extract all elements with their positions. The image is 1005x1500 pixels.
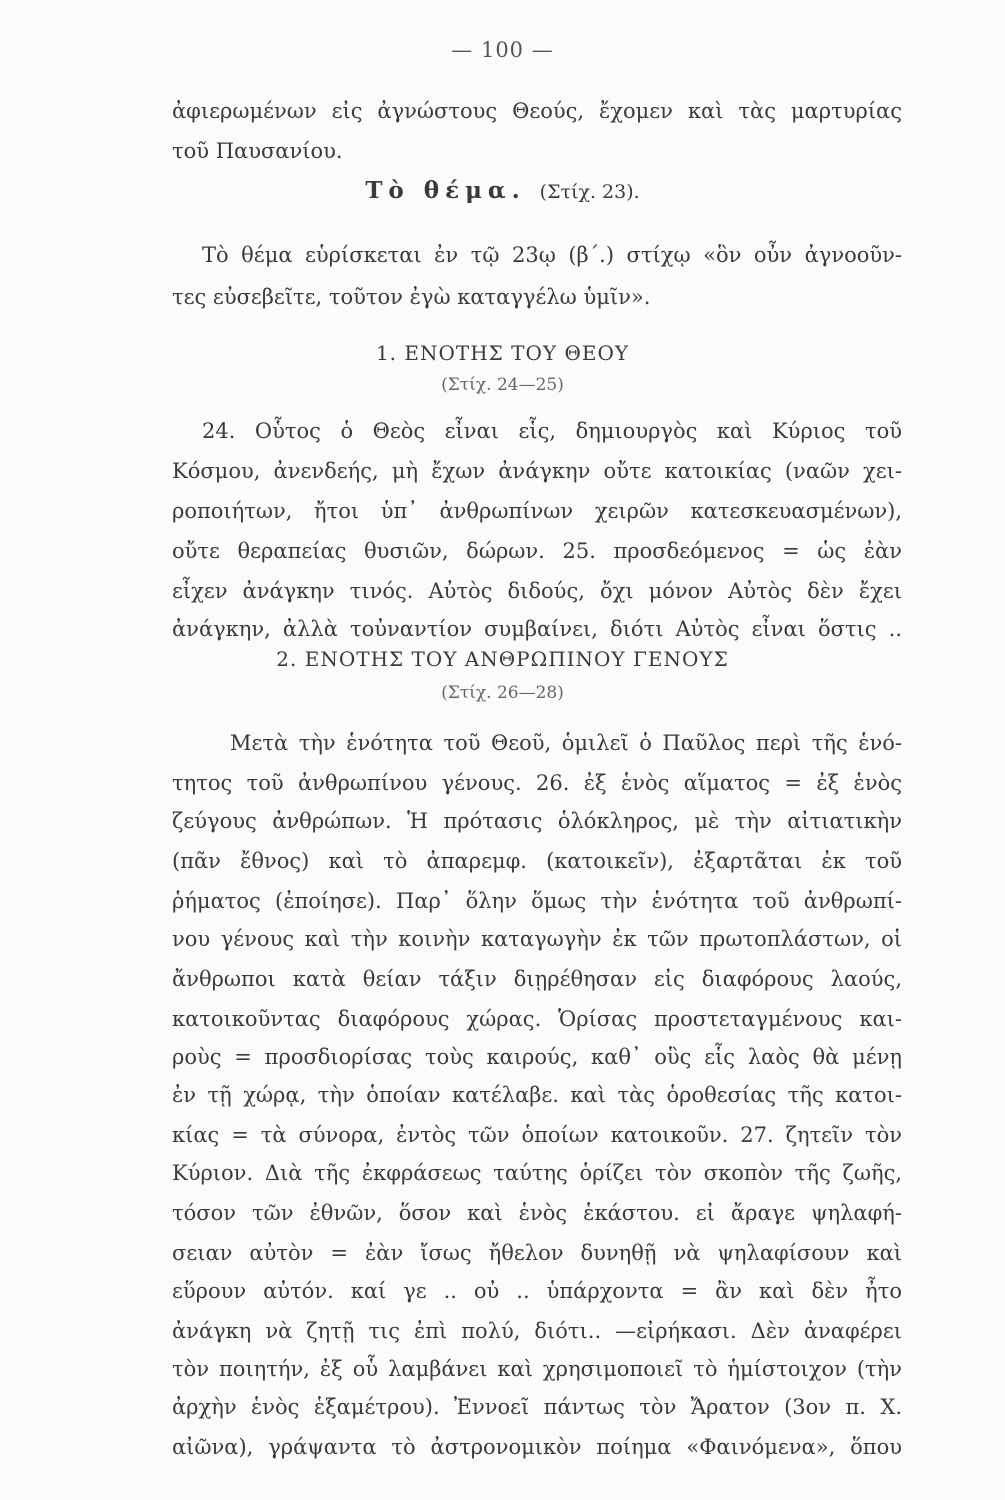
text-line: (πᾶν ἔθνος) καὶ τὸ ἀπαρεμφ. (κατοικεῖν), ἐξαρτᾶται ἐκ τοῦ	[172, 849, 902, 873]
text-line: τὸν ποιητήν, ἐξ οὗ λαμβάνει καὶ χρησιμοποιεῖ τὸ ἡμίστοιχον (τὴν	[172, 1357, 902, 1381]
text-line: ῥήματος (ἐποίησε). Παρ᾽ ὅλην ὅμως τὴν ἑνότητα τοῦ ἀνθρωπί-	[172, 889, 902, 913]
text-line: κατοικοῦντας διαφόρους χώρας. Ὁρίσας προστεταγμένους και-	[172, 1007, 902, 1031]
text-line: Μετὰ τὴν ἑνότητα τοῦ Θεοῦ, ὁμιλεῖ ὁ Παῦλος περὶ τῆς ἑνό-	[230, 731, 902, 755]
text-line: ροποιήτων, ἤτοι ὑπ᾽ ἀνθρωπίνων χειρῶν κατεσκευασμένων),	[172, 499, 902, 523]
section-verse-range: (Στίχ. 24—25)	[441, 375, 564, 395]
text-line: τες εὐσεβεῖτε, τοῦτον ἐγὼ καταγγέλω ὑμῖν».	[172, 285, 651, 309]
page-number: — 100 —	[451, 38, 554, 62]
text-line: Τὸ θέμα εὑρίσκεται ἐν τῷ 23ῳ (β΄.) στίχῳ «ὃν οὖν ἀγνοοῦν-	[202, 243, 902, 267]
text-line: ἄνθρωποι κατὰ θείαν τάξιν διῃρέθησαν εἰς διαφόρους λαούς,	[172, 967, 902, 991]
text-line: τοῦ Παυσανίου.	[172, 139, 343, 163]
text-line: ροὺς = προσδιορίσας τοὺς καιρούς, καθ᾽ οὓς εἷς λαὸς θὰ μένῃ	[172, 1045, 902, 1069]
text-line: νου γένους καὶ τὴν κοινὴν καταγωγὴν ἐκ τῶν πρωτοπλάστων, οἱ	[172, 927, 902, 951]
section-title-verse: (Στίχ. 23).	[539, 181, 640, 203]
section-title	[0, 176, 1005, 207]
section-title-text: Τὸ θέμα.	[365, 177, 526, 204]
text-line: σειαν αὐτὸν = ἐὰν ἴσως ἤθελον δυνηθῇ νὰ ψηλαφίσουν καὶ	[172, 1241, 902, 1265]
text-line: κίας = τὰ σύνορα, ἐντὸς τῶν ὁποίων κατοικοῦν. 27. ζητεῖν τὸν	[172, 1123, 902, 1147]
text-line: εὕρουν αὐτόν. καί γε .. οὐ .. ὑπάρχοντα = ἂν καὶ δὲν ἦτο	[172, 1279, 902, 1303]
text-line: ζεύγους ἀνθρώπων. Ἡ πρότασις ὁλόκληρος, μὲ τὴν αἰτιατικὴν	[172, 809, 902, 833]
text-line: τόσον τῶν ἐθνῶν, ὅσον καὶ ἑνὸς ἑκάστου. εἰ ἄραγε ψηλαφή-	[172, 1201, 902, 1225]
text-line: τητος τοῦ ἀνθρωπίνου γένους. 26. ἐξ ἑνὸς αἵματος = ἐξ ἑνὸς	[172, 771, 902, 795]
text-line: οὔτε θεραπείας θυσιῶν, δώρων. 25. προσδεόμενος = ὡς ἐὰν	[172, 539, 902, 563]
text-line: ἀφιερωμένων εἰς ἀγνώστους Θεούς, ἔχομεν καὶ τὰς μαρτυρίας	[172, 99, 902, 123]
text-line: ἐν τῇ χώρᾳ, τὴν ὁποίαν κατέλαβε. καὶ τὰς ὁροθεσίας τῆς κατοι-	[172, 1083, 902, 1107]
text-line: εἶχεν ἀνάγκην τινός. Αὐτὸς διδούς, ὄχι μόνον Αὐτὸς δὲν ἔχει	[172, 579, 902, 603]
section-heading: 1. ΕΝΟΤΗΣ ΤΟΥ ΘΕΟΥ	[375, 341, 630, 365]
section-heading: 2. ΕΝΟΤΗΣ ΤΟΥ ΑΝΘΡΩΠΙΝΟΥ ΓΕΝΟΥΣ	[276, 647, 729, 671]
text-line: Κόσμου, ἀνενδεής, μὴ ἔχων ἀνάγκην οὔτε κατοικίας (ναῶν χει-	[172, 459, 902, 483]
section-verse-range: (Στίχ. 26—28)	[441, 683, 564, 703]
text-line: ἀνάγκην, ἀλλὰ τοὐναντίον συμβαίνει, διότι Αὐτὸς εἶναι ὅστις ..	[172, 617, 902, 641]
text-line: αἰῶνα), γράψαντα τὸ ἀστρονομικὸν ποίημα «Φαινόμενα», ὅπου	[172, 1435, 902, 1459]
text-line: ἀρχὴν ἑνὸς ἑξαμέτρου). Ἐννοεῖ πάντως τὸν Ἄρατον (3ον π. Χ.	[172, 1395, 902, 1419]
text-line: Κύριον. Διὰ τῆς ἐκφράσεως ταύτης ὁρίζει τὸν σκοπὸν τῆς ζωῆς,	[172, 1161, 902, 1185]
text-line: ἀνάγκη νὰ ζητῇ τις ἐπὶ πολύ, διότι.. —εἰρήκασι. Δὲν ἀναφέρει	[172, 1319, 902, 1343]
text-line: 24. Οὗτος ὁ Θεὸς εἶναι εἷς, δημιουργὸς καὶ Κύριος τοῦ	[202, 419, 902, 443]
